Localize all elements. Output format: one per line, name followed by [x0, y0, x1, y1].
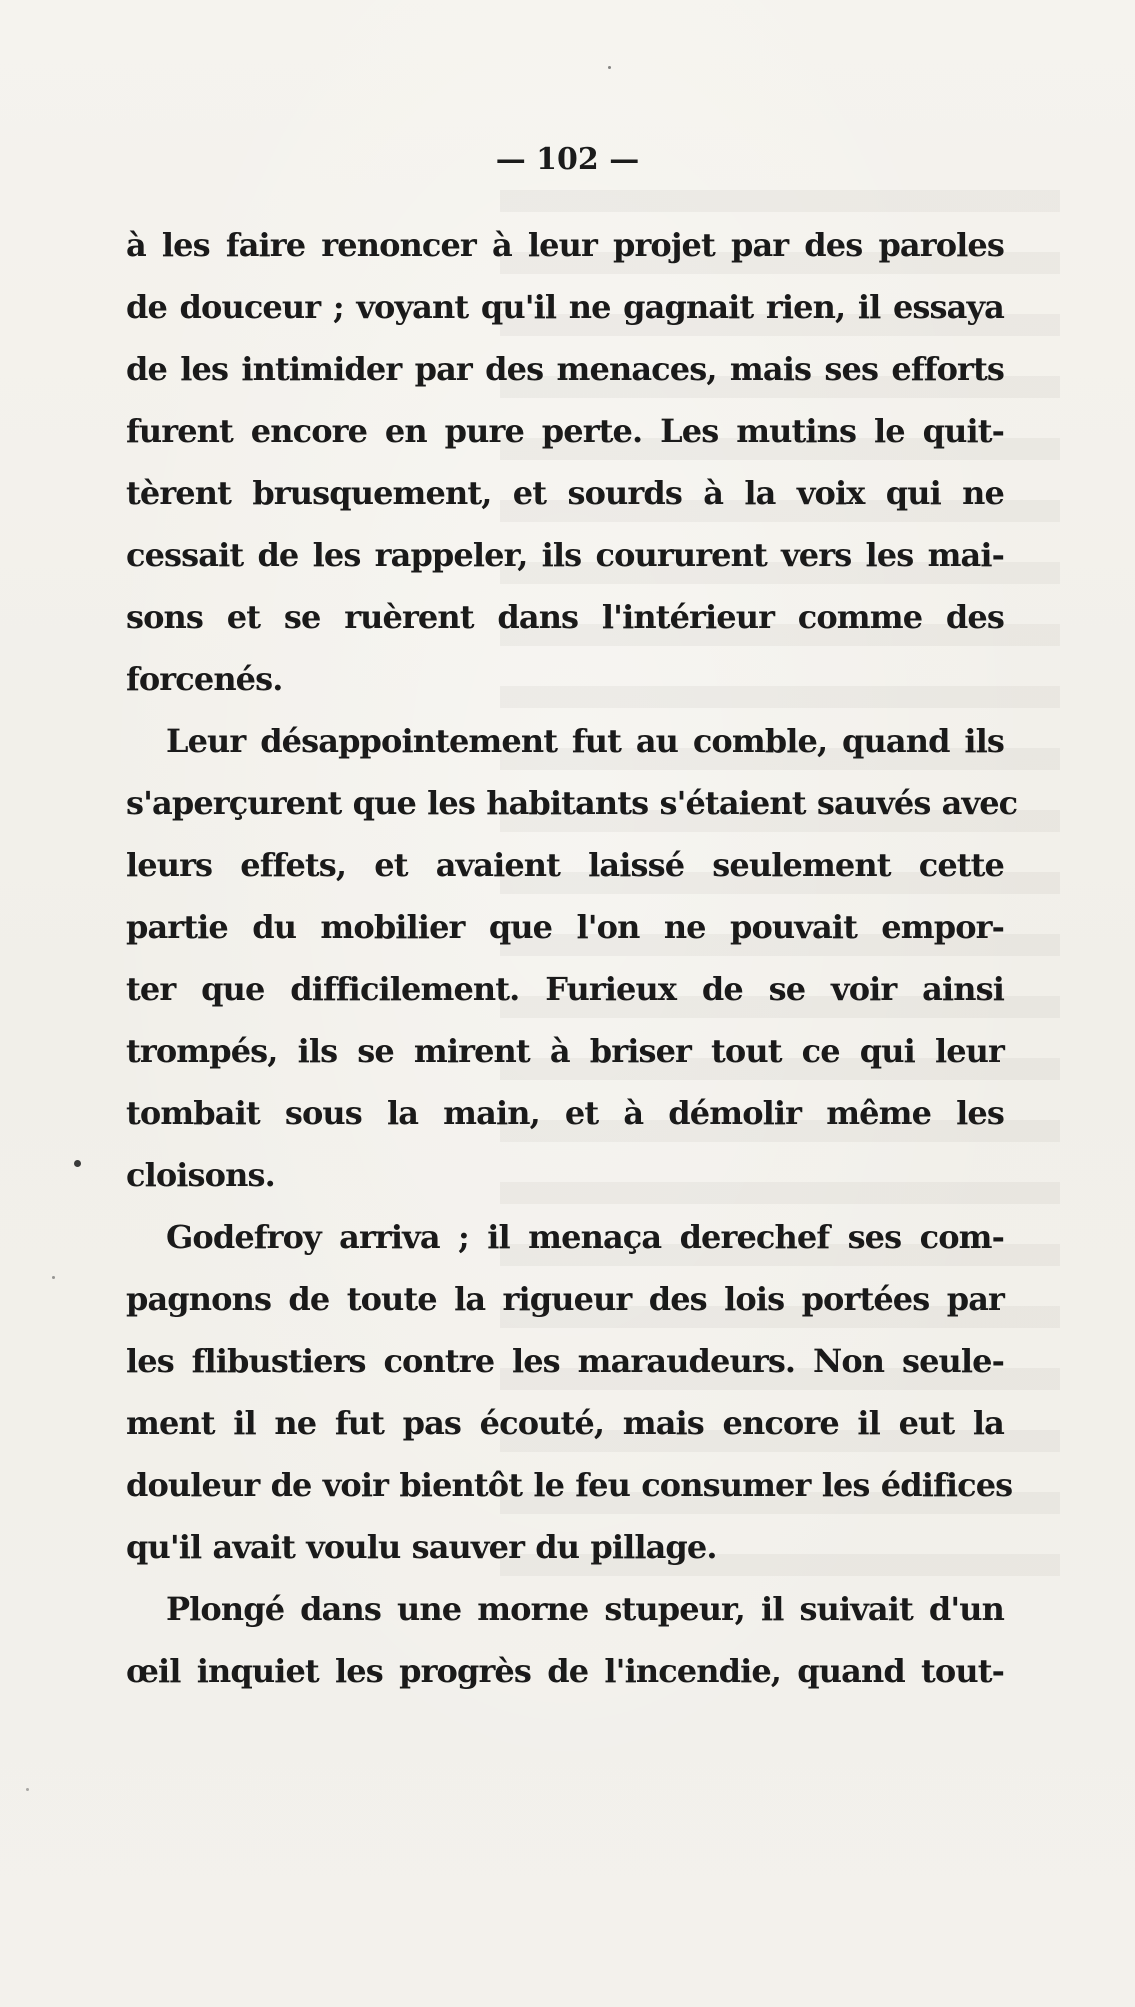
body-text	[126, 214, 1018, 1702]
paper-speck	[608, 66, 611, 69]
text-line: de les intimider par des menaces, mais ses efforts	[126, 350, 1004, 388]
text-line: à les faire renoncer à leur projet par des paroles	[126, 226, 1004, 264]
paper-speck	[26, 1788, 29, 1791]
text-line: partie du mobilier que l'on ne pouvait empor-	[126, 908, 1004, 946]
text-line: leurs effets, et avaient laissé seulement cette	[126, 846, 1004, 884]
text-line: tombait sous la main, et à démolir même les	[126, 1094, 1004, 1132]
text-line: douleur de voir bientôt le feu consumer les édifices	[126, 1466, 1013, 1504]
paragraph-start-line: Godefroy arriva ; il menaça derechef ses com-	[166, 1218, 1004, 1256]
text-line: tèrent brusquement, et sourds à la voix qui ne	[126, 474, 1004, 512]
text-line: trompés, ils se mirent à briser tout ce qui leur	[126, 1032, 1004, 1070]
text-line: pagnons de toute la rigueur des lois portées par	[126, 1280, 1004, 1318]
text-line: œil inquiet les progrès de l'incendie, quand tout-	[126, 1652, 1004, 1690]
text-line: ment il ne fut pas écouté, mais encore il eut la	[126, 1404, 1004, 1442]
text-line: qu'il avait voulu sauver du pillage.	[126, 1528, 717, 1566]
text-line: les flibustiers contre les maraudeurs. Non seule-	[126, 1342, 1004, 1380]
paper-speck	[52, 1276, 55, 1279]
text-line: furent encore en pure perte. Les mutins le quit-	[126, 412, 1004, 450]
paragraph-start-line: Leur désappointement fut au comble, quand ils	[166, 722, 1004, 760]
text-line: s'aperçurent que les habitants s'étaient sauvés avec	[126, 784, 1018, 822]
text-line: ter que difficilement. Furieux de se voir ainsi	[126, 970, 1004, 1008]
page-number: — 102 —	[495, 142, 640, 177]
text-line: cloisons.	[126, 1156, 275, 1194]
paragraph-start-line: Plongé dans une morne stupeur, il suivait d'un	[166, 1590, 1004, 1628]
text-line: forcenés.	[126, 660, 283, 698]
paper-speck	[74, 1160, 81, 1167]
text-line: cessait de les rappeler, ils coururent vers les mai-	[126, 536, 1004, 574]
text-line: de douceur ; voyant qu'il ne gagnait rien, il essaya	[126, 288, 1004, 326]
text-line: sons et se ruèrent dans l'intérieur comme des	[126, 598, 1004, 636]
